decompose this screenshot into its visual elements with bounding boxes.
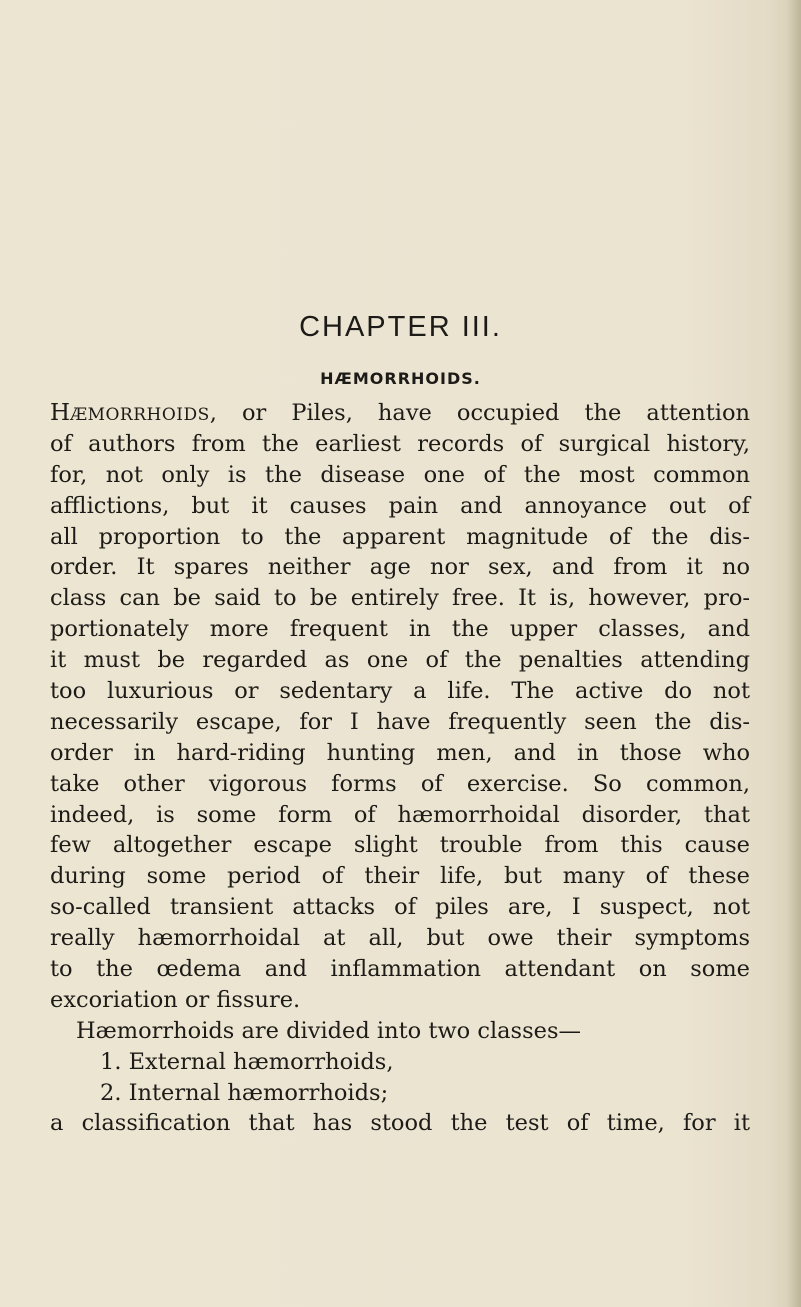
chapter-title: CHAPTER III.	[299, 311, 502, 343]
text-line: of authors from the earliest records of surgical history,	[50, 430, 750, 457]
text-line: necessarily escape, for I have frequently seen the dis-	[50, 708, 750, 735]
text-line: indeed, is some form of hæmorrhoidal disorder, that	[50, 801, 750, 828]
list-item: 1. External hæmorrhoids,	[100, 1048, 394, 1075]
text-line: afflictions, but it causes pain and annoyance out of	[50, 492, 750, 519]
text-line: to the œdema and inflammation attendant on some	[50, 956, 750, 983]
text-line: too luxurious or sedentary a life. The active do not	[50, 678, 750, 705]
opening-small-caps: ÆMORRHOIDS	[70, 405, 210, 425]
opening-initial: H	[50, 400, 71, 426]
text-line: take other vigorous forms of exercise. So common,	[50, 770, 750, 797]
text-line: so-called transient attacks of piles are, I suspect, not	[50, 894, 750, 921]
text-line: during some period of their life, but many of these	[50, 863, 750, 890]
text-line: order. It spares neither age nor sex, and from it no	[50, 554, 750, 581]
page-edge-shadow	[787, 0, 801, 1307]
text-line: few altogether escape slight trouble from this cause	[50, 832, 750, 859]
text-line: really hæmorrhoidal at all, but owe their symptoms	[50, 925, 750, 952]
paragraph-line: Hæmorrhoids are divided into two classes—	[76, 1017, 582, 1044]
text-line: all proportion to the apparent magnitude of the dis-	[50, 523, 750, 550]
body-text	[50, 398, 750, 1139]
list-item: 2. Internal hæmorrhoids;	[100, 1079, 389, 1106]
text-line: excoriation or fissure.	[50, 986, 301, 1013]
text-line: order in hard-riding hunting men, and in those who	[50, 739, 750, 766]
text-line: it must be regarded as one of the penalties attending	[50, 647, 750, 674]
section-title: HÆMORRHOIDS.	[320, 369, 481, 388]
text-line: HÆMORRHOIDS, or Piles, have occupied the attention	[50, 400, 750, 426]
text-line: a classification that has stood the test of time, for it	[50, 1110, 750, 1137]
text-line: portionately more frequent in the upper classes, and	[50, 616, 750, 643]
text-line: for, not only is the disease one of the most common	[50, 461, 750, 488]
text-line: class can be said to be entirely free. It is, however, pro-	[50, 585, 750, 612]
